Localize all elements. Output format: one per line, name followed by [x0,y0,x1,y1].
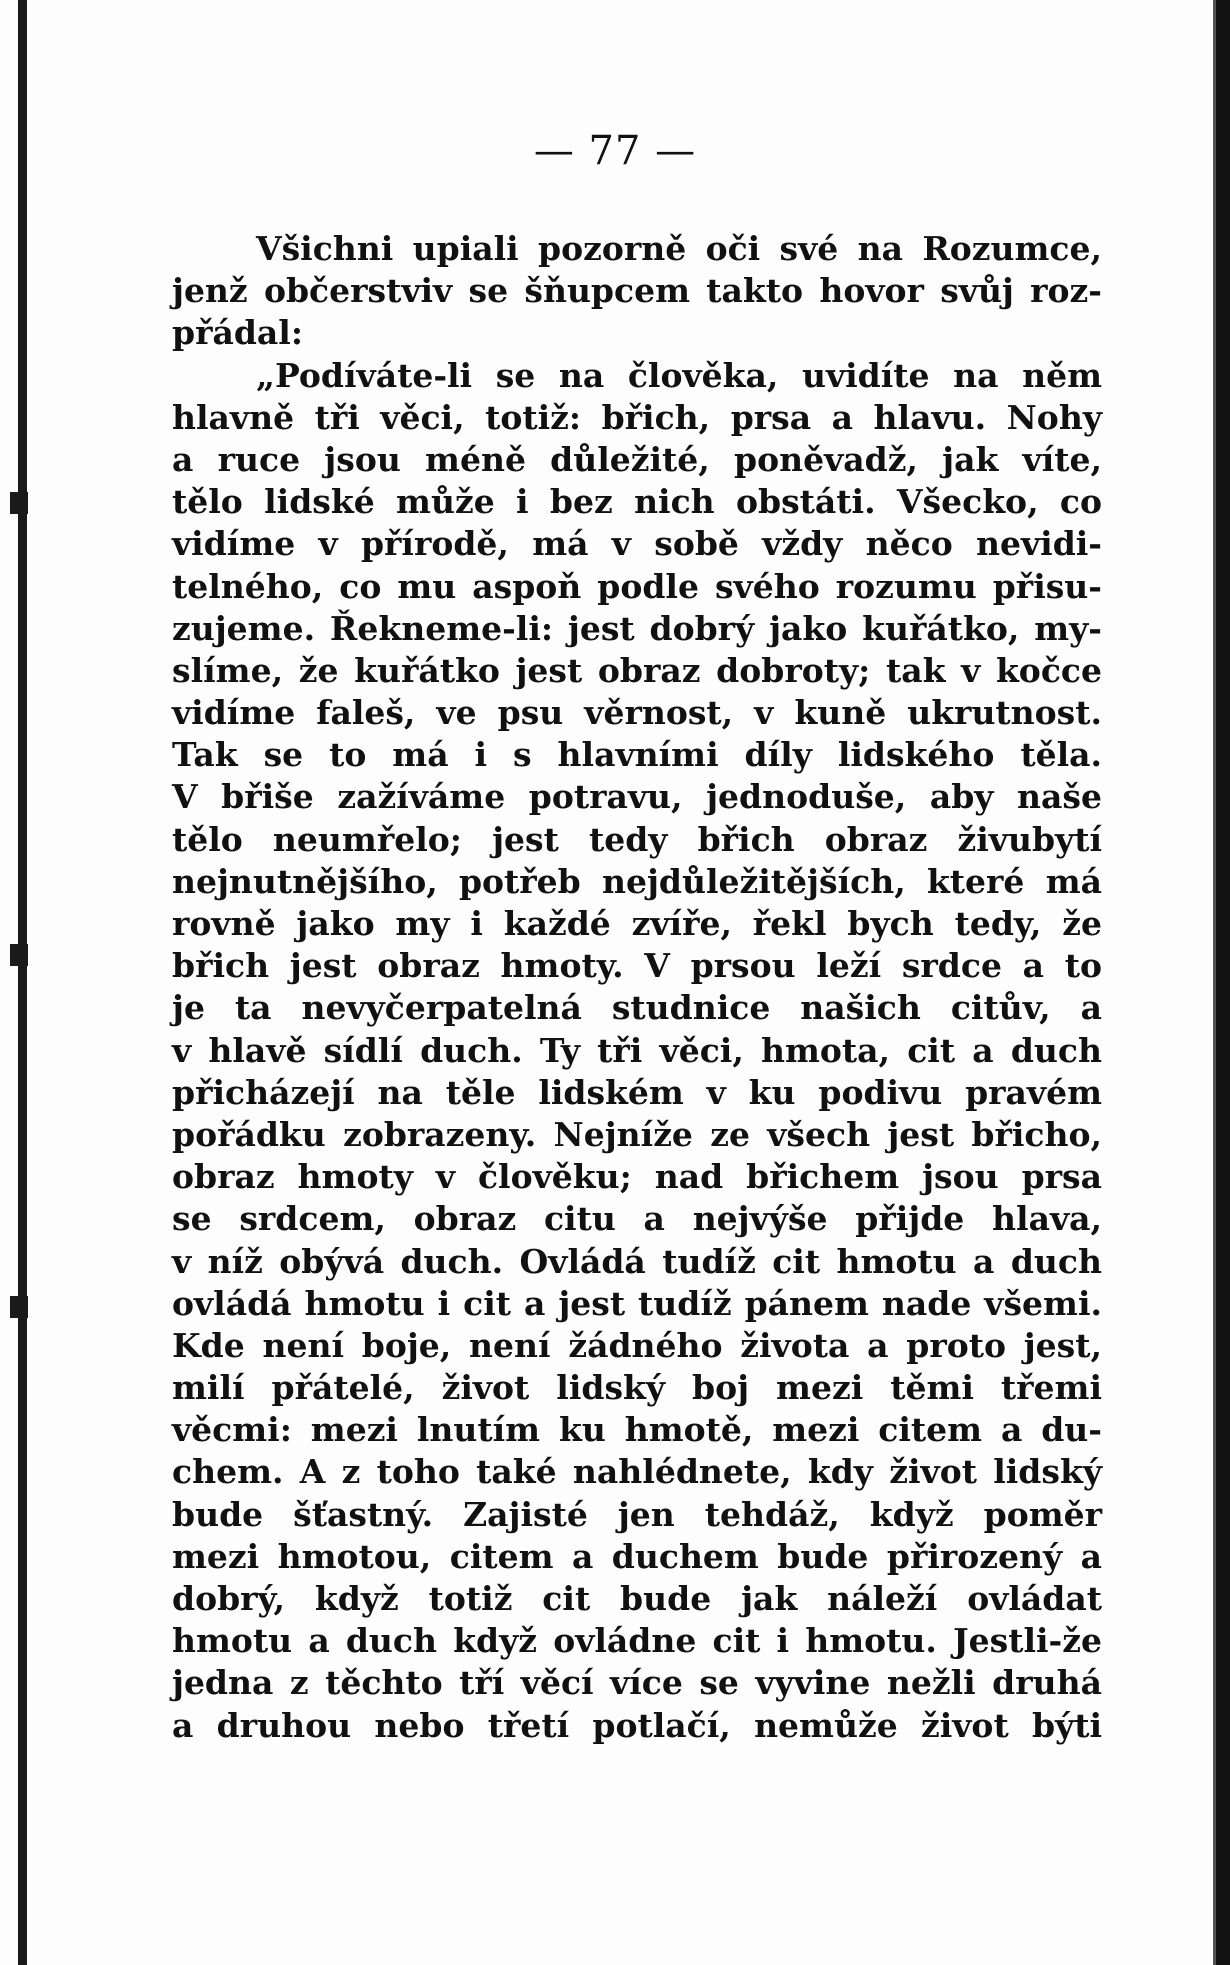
text-line: nejnutnějšího, potřeb nejdůležitějších, které má [172,861,1102,901]
text-line: v níž obývá duch. Ovládá tudíž cit hmotu a duch [172,1241,1102,1281]
text-line: tělo lidské může i bez nich obstáti. Všecko, co [172,482,1102,522]
text-line: slíme, že kuřátko jest obraz dobroty; tak v kočce [172,650,1102,690]
text-line: je ta nevyčerpatelná studnice našich citův, a [172,988,1102,1028]
page-edge-right [1216,0,1230,1965]
text-line: se srdcem, obraz citu a nejvýše přijde hlava, [172,1199,1102,1239]
text-line: jedna z těchto tří věcí více se vyvine nežli druhá [172,1663,1102,1703]
text-line: obraz hmoty v člověku; nad břichem jsou prsa [172,1157,1102,1197]
text-line: vidíme v přírodě, má v sobě vždy něco nevidi- [172,524,1102,564]
binding-mark [10,492,28,514]
text-line: Všichni upiali pozorně oči své na Rozumce, [256,229,1102,268]
binding-edge-left [18,0,27,1965]
text-line: V břiše zažíváme potravu, jednoduše, aby naše [172,777,1102,817]
text-line: přádal: [172,313,304,353]
text-line: věcmi: mezi lnutím ku hmotě, mezi citem a du- [172,1410,1102,1450]
text-line: pořádku zobrazeny. Nejníže ze všech jest břicho, [172,1114,1102,1154]
text-line: jenž občerstviv se šňupcem takto hovor svůj roz- [172,271,1102,311]
body-text [172,228,1102,1747]
text-line: ovládá hmotu i cit a jest tudíž pánem nade všemi. [172,1283,1102,1323]
text-line: přicházejí na těle lidském v ku podivu pravém [172,1072,1102,1112]
text-line: bude šťastný. Zajisté jen tehdáž, když poměr [172,1494,1102,1534]
text-line: a ruce jsou méně důležité, poněvadž, jak víte, [172,439,1102,479]
text-line: rovně jako my i každé zvíře, řekl bych tedy, že [172,904,1102,943]
page-number: — 77 — [533,128,697,174]
text-line: tělo neumřelo; jest tedy břich obraz živubytí [172,819,1102,859]
text-line: Tak se to má i s hlavními díly lidského těla. [172,735,1102,775]
text-line: hmotu a duch když ovládne cit i hmotu. Jestli-že [172,1621,1102,1661]
text-line: Kde není boje, není žádného života a proto jest, [172,1325,1102,1365]
text-line: břich jest obraz hmoty. V prsou leží srdce a to [172,946,1102,986]
text-line: chem. A z toho také nahlédnete, kdy život lidský [172,1452,1102,1492]
text-line: milí přátelé, život lidský boj mezi těmi třemi [172,1368,1102,1408]
text-line: mezi hmotou, citem a duchem bude přirozený a [172,1536,1102,1576]
text-line: „Podíváte-li se na člověka, uvidíte na něm [256,355,1102,395]
text-line: a druhou nebo třetí potlačí, nemůže život býti [172,1705,1102,1745]
text-line: hlavně tři věci, totiž: břich, prsa a hlavu. Nohy [172,397,1102,437]
text-line: telného, co mu aspoň podle svého rozumu přisu- [172,566,1102,606]
text-line: dobrý, když totiž cit bude jak náleží ovládat [172,1579,1102,1618]
text-line: zujeme. Řekneme-li: jest dobrý jako kuřátko, my- [172,608,1102,648]
binding-mark [10,944,28,966]
binding-mark [10,1296,28,1318]
text-line: v hlavě sídlí duch. Ty tři věci, hmota, cit a duch [172,1030,1102,1070]
text-line: vidíme faleš, ve psu věrnost, v kuně ukrutnost. [172,693,1102,733]
